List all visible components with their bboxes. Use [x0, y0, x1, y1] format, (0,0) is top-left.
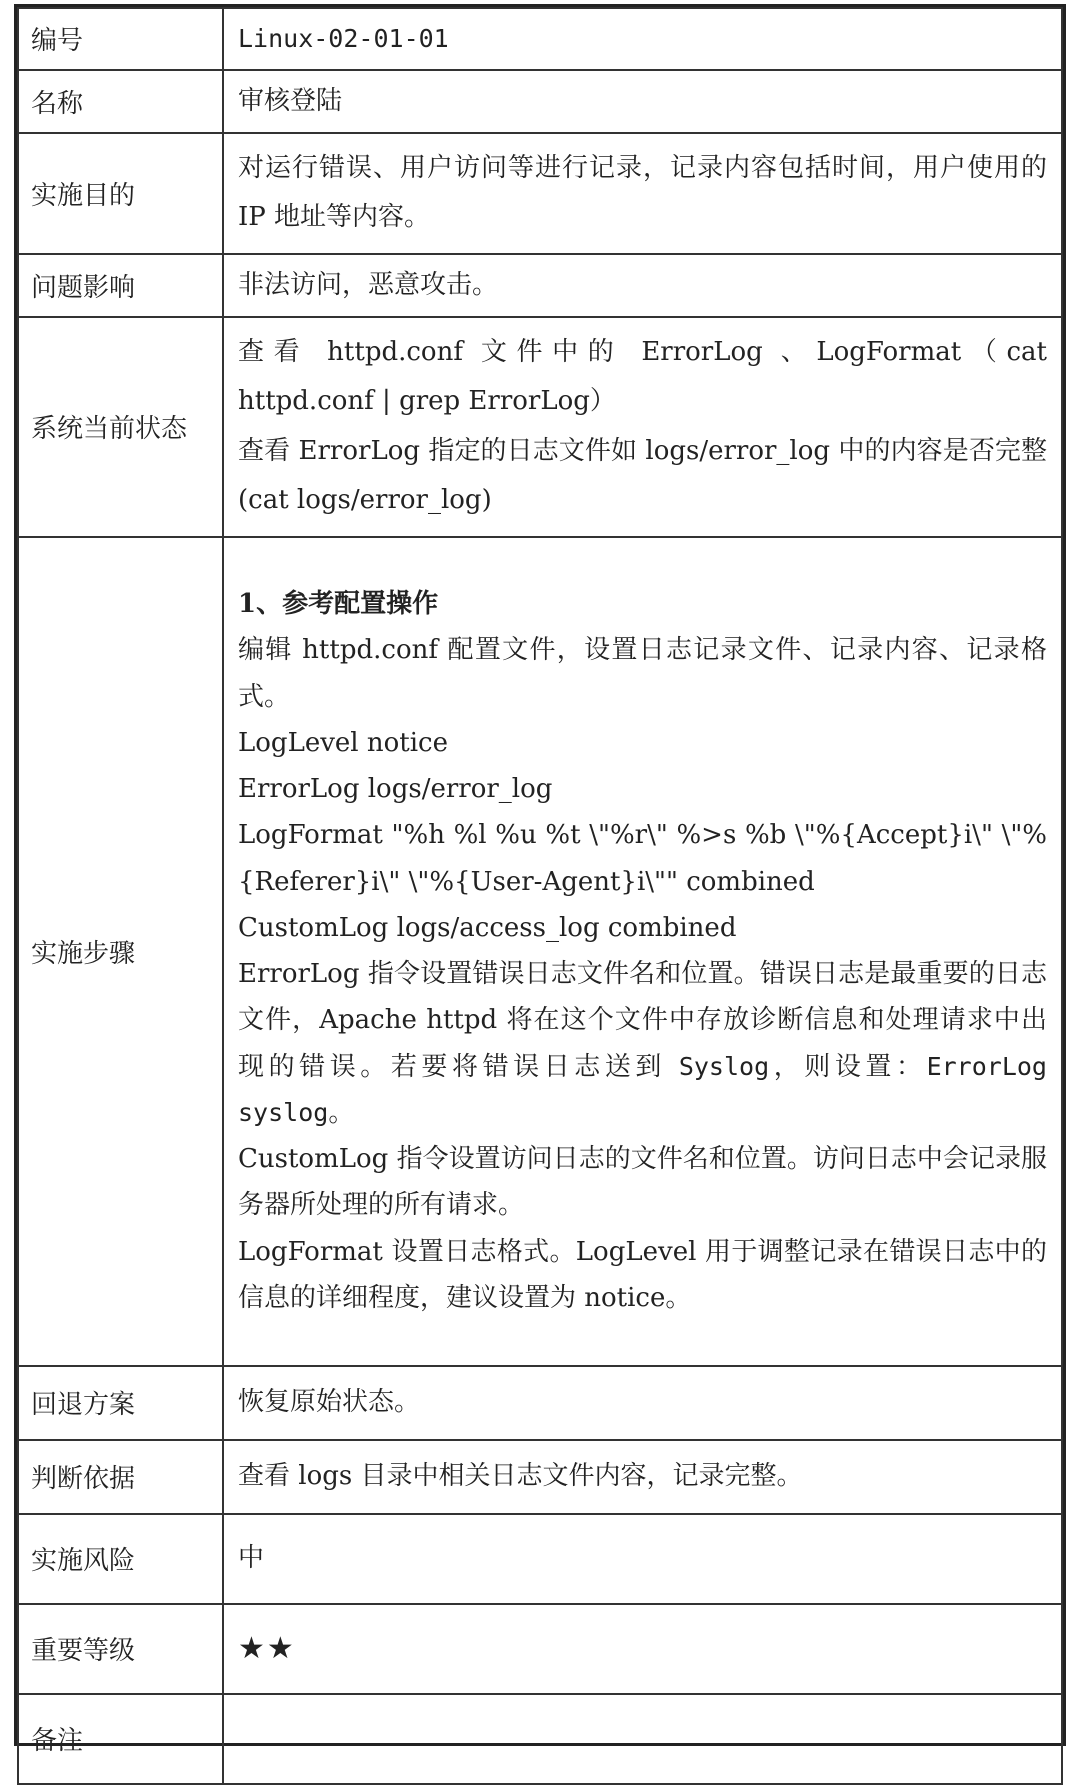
label-steps: 实施步骤: [18, 537, 223, 1366]
row-risk: [18, 1514, 1062, 1604]
value-status: [223, 317, 1062, 537]
row-status: [18, 317, 1062, 537]
row-steps: [18, 537, 1062, 1366]
value-risk: 中: [223, 1514, 1062, 1604]
row-id: [18, 8, 1062, 70]
label-status: 系统当前状态: [18, 317, 223, 537]
steps-line-4: LogFormat "%h %l %u %t \"%r\" %>s %b \"%{Accept}i\" \"%{Referer}i\" \"%{User-Agent}i\"" combined: [238, 820, 1047, 897]
value-purpose: 对运行错误、用户访问等进行记录，记录内容包括时间，用户使用的 IP 地址等内容。: [223, 133, 1062, 254]
row-rollback: [18, 1366, 1062, 1440]
steps-line-3: ErrorLog logs/error_log: [238, 774, 553, 805]
value-notes: [223, 1694, 1062, 1784]
steps-line-2: LogLevel notice: [238, 727, 448, 758]
steps-line-6-text-a: ErrorLog 指令设置错误日志文件名和位置。错误日志是最重要的日志文件，Apache httpd 将在这个文件中存放诊断信息和处理请求中出现的错误。若要将错误日志送到: [238, 959, 1047, 1082]
value-steps: [223, 537, 1062, 1366]
value-impact: 非法访问，恶意攻击。: [223, 254, 1062, 317]
value-id: Linux-02-01-01: [223, 8, 1062, 70]
label-purpose: 实施目的: [18, 133, 223, 254]
label-notes: 备注: [18, 1694, 223, 1784]
label-criteria: 判断依据: [18, 1440, 223, 1514]
value-rollback: 恢复原始状态。: [223, 1366, 1062, 1440]
status-line-2: 查看 ErrorLog 指定的日志文件如 logs/error_log 中的内容是否完整(cat logs/error_log): [238, 435, 1047, 516]
steps-line-7: CustomLog 指令设置访问日志的文件名和位置。访问日志中会记录服务器所处理的所有请求。: [238, 1144, 1047, 1221]
steps-line-6-text-c: ，则设置：: [769, 1051, 927, 1082]
steps-heading: 1、参考配置操作: [238, 589, 439, 619]
config-item-table-frame: [14, 4, 1066, 1757]
config-item-table: [17, 7, 1063, 1785]
value-level-stars: ★★: [223, 1604, 1062, 1694]
steps-line-6-errorlog-syslog: ErrorLog syslog: [238, 1051, 1047, 1127]
label-id: 编号: [18, 8, 223, 70]
row-criteria: [18, 1440, 1062, 1514]
value-name: 审核登陆: [223, 70, 1062, 133]
label-risk: 实施风险: [18, 1514, 223, 1604]
row-purpose: [18, 133, 1062, 254]
steps-line-6-text-e: 。: [328, 1097, 355, 1128]
status-line-1: 查看 httpd.conf 文件中的 ErrorLog 、LogFormat（cat httpd.conf | grep ErrorLog）: [238, 337, 1047, 417]
label-impact: 问题影响: [18, 254, 223, 317]
label-rollback: 回退方案: [18, 1366, 223, 1440]
steps-line-6-syslog: Syslog: [678, 1051, 770, 1081]
row-notes: [18, 1694, 1062, 1784]
row-level: [18, 1604, 1062, 1694]
label-name: 名称: [18, 70, 223, 133]
steps-line-8: LogFormat 设置日志格式。LogLevel 用于调整记录在错误日志中的信息的详细程度，建议设置为 notice。: [238, 1236, 1047, 1313]
steps-line-1: 编辑 httpd.conf 配置文件，设置日志记录文件、记录内容、记录格式。: [238, 635, 1047, 712]
steps-line-6: [238, 951, 1047, 1136]
row-impact: [18, 254, 1062, 317]
steps-line-5: CustomLog logs/access_log combined: [238, 912, 737, 943]
row-name: [18, 70, 1062, 133]
label-level: 重要等级: [18, 1604, 223, 1694]
value-criteria: 查看 logs 目录中相关日志文件内容，记录完整。: [223, 1440, 1062, 1514]
